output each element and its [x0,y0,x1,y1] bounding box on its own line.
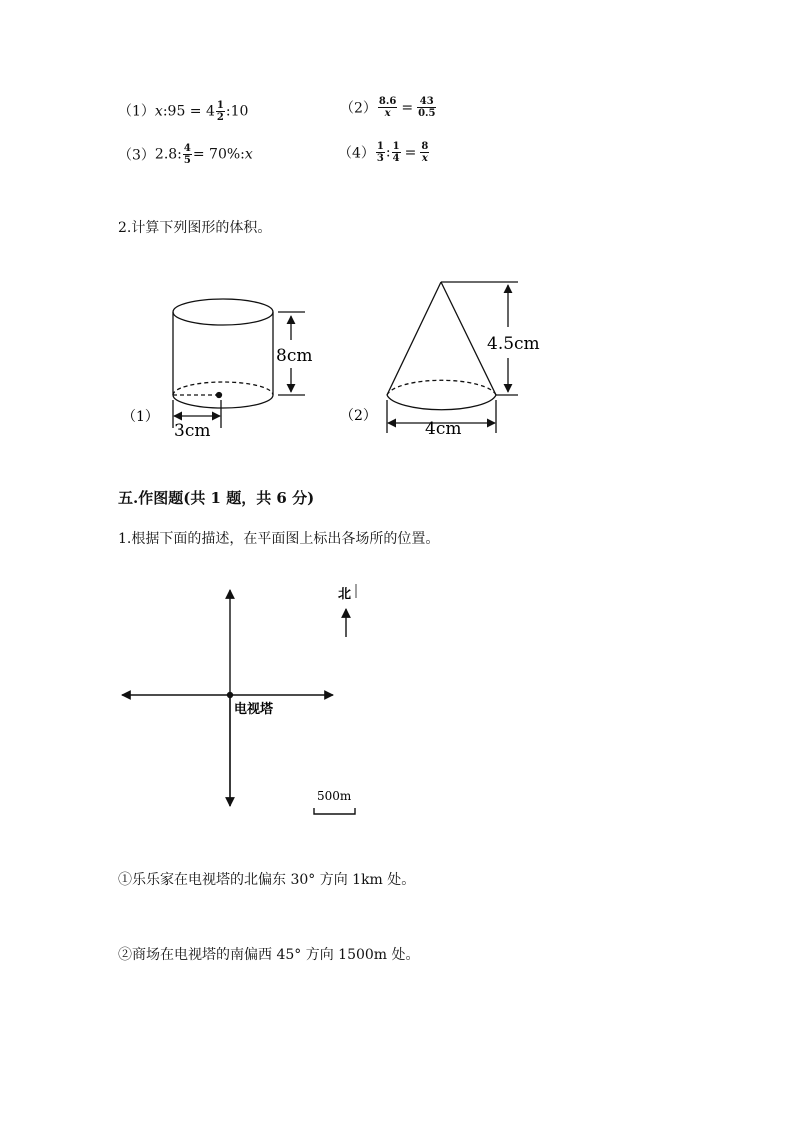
question-2-text: 2.计算下列图形的体积。 [118,220,272,236]
equation-3-tail: = 70%: [192,146,245,163]
equation-1-variable: x [154,103,163,120]
cylinder-bottom-back [173,382,273,395]
cone-figure [387,282,518,433]
equation-4-fraction-2: $\frac{1}{4}$ [392,141,400,164]
equation-4-fraction-3: $\frac{8}{x}$ [421,141,429,164]
equation-2-fraction-left: $\frac{8.6}{x}$ [378,96,397,119]
equation-1-fraction: $\frac{1}{2}$ [216,100,224,123]
scale-label: 500m [317,789,352,803]
cylinder-bottom-front [173,395,273,408]
cylinder-center-dot [217,393,222,398]
equation-3-lead: 2.8: [154,146,182,163]
description-1: ①乐乐家在电视塔的北偏东 30° 方向 1km 处。 [118,872,416,888]
equation-2-fraction-right: $\frac{43}{0.5}$ [418,96,436,119]
equation-3-label: （3） [118,147,155,164]
equation-1-tail: :10 [225,103,249,120]
map-origin-dot [228,693,233,698]
task-1-text: 1.根据下面的描述，在平面图上标出各场所的位置。 [118,531,440,547]
cylinder-height-label: 8cm [276,346,313,366]
cone-figure-label: （2） [340,408,377,424]
cylinder-figure-label: （1） [122,409,159,425]
equation-4-eq: = [404,144,417,161]
direction-map [122,584,356,814]
equation-4-fraction-1: $\frac{1}{3}$ [376,141,384,164]
cone-base-front [387,395,496,410]
equation-4-label: （4） [338,145,375,162]
section-5-title: 五.作图题(共 1 题，共 6 分) [118,489,315,507]
cylinder-radius-label: 3cm [174,421,211,441]
cone-left-side [387,282,441,395]
scale-bar [314,808,355,814]
cylinder-top [173,299,273,325]
origin-label: 电视塔 [234,702,274,717]
equation-2-eq: = [401,99,414,116]
description-2: ②商场在电视塔的南偏西 45° 方向 1500m 处。 [118,947,420,963]
equation-2-label: （2） [340,100,377,117]
equation-3-fraction: $\frac{4}{5}$ [183,143,191,166]
equation-4-colon: : [385,144,391,161]
cone-base-back [387,380,496,395]
north-label: 北 [338,587,352,602]
equation-1-label: （1） [118,103,155,120]
cone-height-label: 4.5cm [487,334,540,354]
equation-3-variable: x [244,146,253,163]
cone-diameter-label: 4cm [425,419,462,439]
equation-1-part: :95 = 4 [162,103,215,120]
